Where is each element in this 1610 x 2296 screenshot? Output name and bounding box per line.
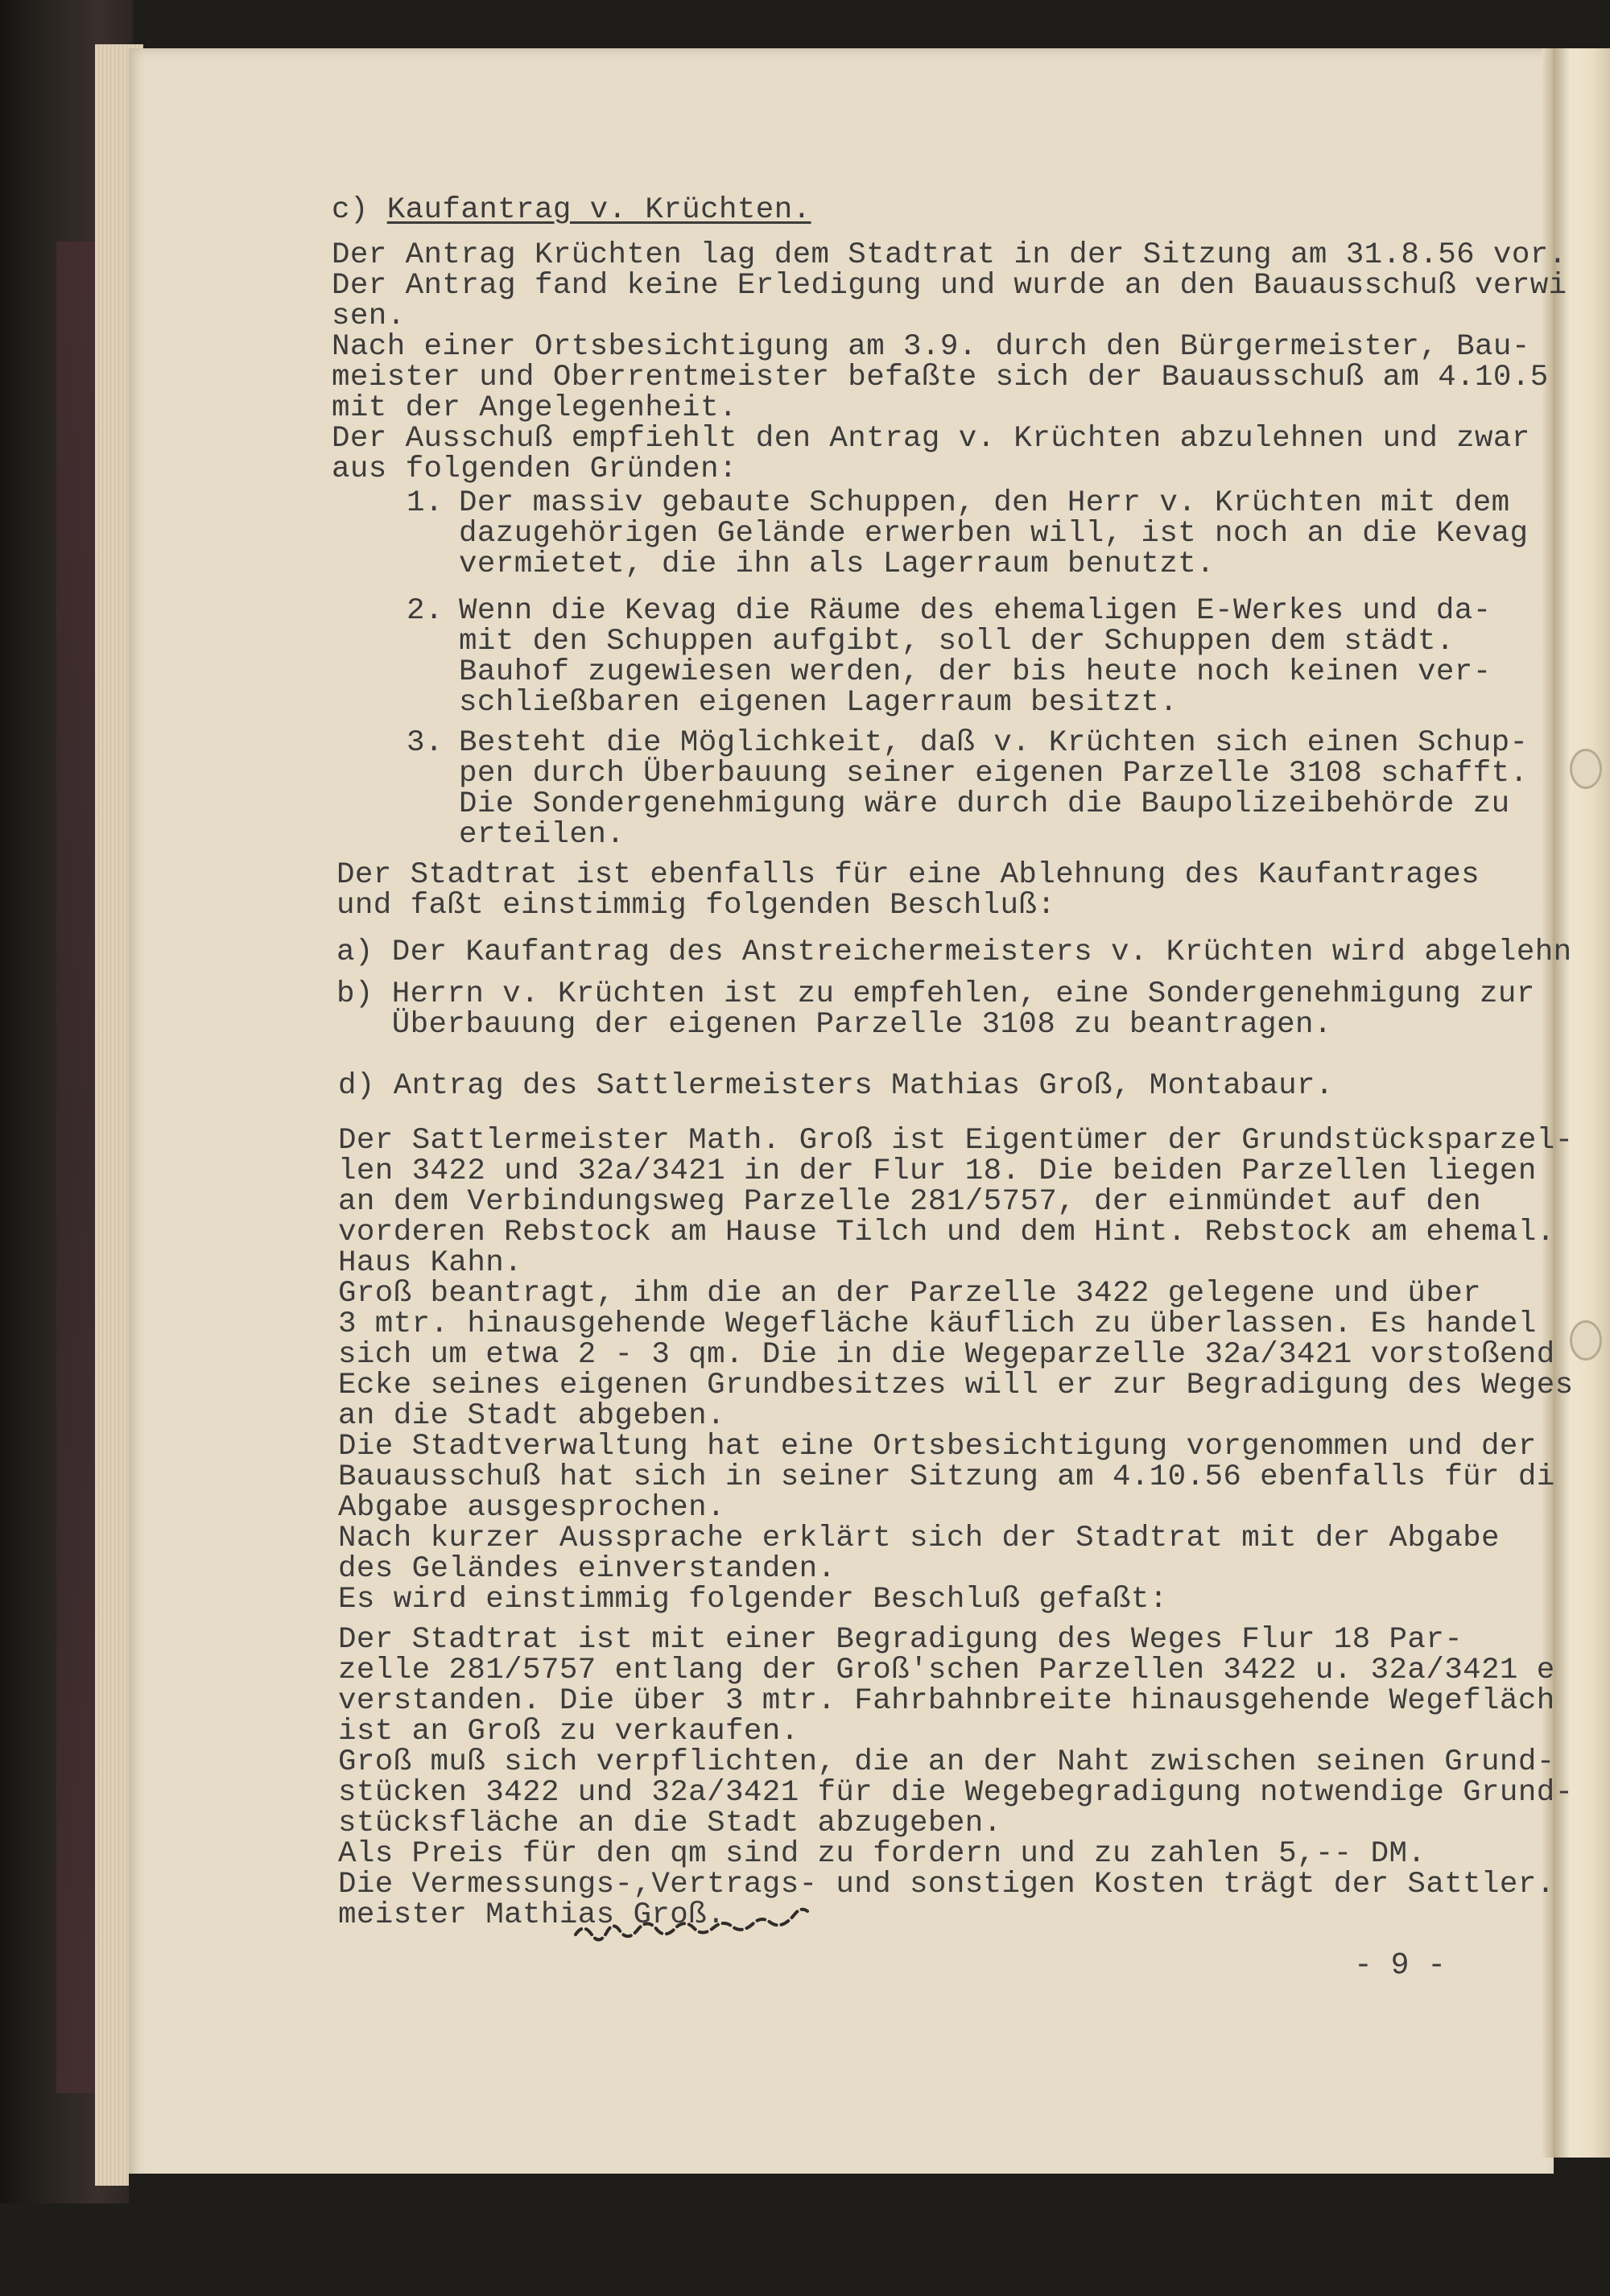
text-line: an dem Verbindungsweg Parzelle 281/5757, der einmündet auf den <box>338 1185 1482 1219</box>
text-line: Abgabe ausgesprochen. <box>338 1491 725 1525</box>
text-line: Der Ausschuß empfiehlt den Antrag v. Krüchten abzulehnen und zwar <box>332 422 1530 456</box>
text-line: Die Stadtverwaltung hat eine Ortsbesichtigung vorgenommen und der <box>338 1430 1537 1464</box>
text-line: meister und Oberrentmeister befaßte sich der Bauausschuß am 4.10.5 <box>332 361 1549 394</box>
reason-number: 2. <box>407 594 444 628</box>
reason-line: Bauhof zugewiesen werden, der bis heute noch keinen ver- <box>459 655 1492 689</box>
reason-number: 3. <box>407 726 444 760</box>
reason-line: Besteht die Möglichkeit, daß v. Krüchten sich einen Schup- <box>459 726 1529 760</box>
resolution-line: Als Preis für den qm sind zu fordern und zu zahlen 5,-- DM. <box>338 1837 1426 1871</box>
punch-hole <box>1570 749 1602 789</box>
resolution-line: Der Stadtrat ist mit einer Begradigung des Weges Flur 18 Par- <box>338 1623 1463 1657</box>
section-d-heading: d) Antrag des Sattlermeisters Mathias Groß, Montabaur. <box>338 1069 1334 1103</box>
text-line: Nach kurzer Aussprache erklärt sich der Stadtrat mit der Abgabe <box>338 1522 1500 1555</box>
reason-line: Der massiv gebaute Schuppen, den Herr v. Krüchten mit dem <box>459 486 1510 520</box>
resolution-line: verstanden. Die über 3 mtr. Fahrbahnbreite hinausgehende Wegefläch <box>338 1684 1555 1718</box>
text-line: Der Antrag fand keine Erledigung und wurde an den Bauausschuß verwi <box>332 269 1567 303</box>
page-bottom-shadow <box>129 2174 1610 2203</box>
text-line: Haus Kahn. <box>338 1246 523 1280</box>
page-number: - 9 - <box>1354 1948 1447 1983</box>
text-line: 3 mtr. hinausgehende Wegefläche käuflich zu überlassen. Es handel <box>338 1307 1537 1341</box>
resolution-line: meister Mathias Groß. <box>338 1898 725 1932</box>
handwritten-mark <box>572 1906 942 1955</box>
resolution-line: ist an Groß zu verkaufen. <box>338 1715 799 1749</box>
resolution-line: zelle 281/5757 entlang der Groß'schen Parzellen 3422 u. 32a/3421 e <box>338 1654 1555 1687</box>
text-line: Der Stadtrat ist ebenfalls für eine Ablehnung des Kaufantrages <box>336 858 1480 892</box>
text-line: Der Sattlermeister Math. Groß ist Eigentümer der Grundstücksparzel- <box>338 1124 1574 1158</box>
reason-line: erteilen. <box>459 818 625 852</box>
section-c-heading: c) Kaufantrag v. Krüchten. <box>332 193 811 227</box>
resolution-a: a) Der Kaufantrag des Anstreichermeisters v. Krüchten wird abgelehn <box>336 935 1572 969</box>
reason-line: pen durch Überbauung seiner eigenen Parzelle 3108 schafft. <box>459 757 1529 791</box>
next-page-edge <box>1554 48 1610 2158</box>
text-line: Der Antrag Krüchten lag dem Stadtrat in der Sitzung am 31.8.56 vor. <box>332 238 1567 272</box>
text-line: len 3422 und 32a/3421 in der Flur 18. Die beiden Parzellen liegen <box>338 1154 1537 1188</box>
text-line: des Geländes einverstanden. <box>338 1552 836 1586</box>
text-line: vorderen Rebstock am Hause Tilch und dem Hint. Rebstock am ehemal. <box>338 1216 1555 1249</box>
text-line: und faßt einstimmig folgenden Beschluß: <box>336 889 1056 923</box>
reason-line: mit den Schuppen aufgibt, soll der Schuppen dem städt. <box>459 625 1455 659</box>
reason-line: vermietet, die ihn als Lagerraum benutzt. <box>459 547 1216 581</box>
text-line: mit der Angelegenheit. <box>332 391 737 425</box>
resolution-line: Groß muß sich verpflichten, die an der Naht zwischen seinen Grund- <box>338 1745 1555 1779</box>
text-line: Nach einer Ortsbesichtigung am 3.9. durch den Bürgermeister, Bau- <box>332 330 1530 364</box>
text-line: Groß beantragt, ihm die an der Parzelle 3422 gelegene und über <box>338 1277 1482 1311</box>
text-line: an die Stadt abgeben. <box>338 1399 725 1433</box>
resolution-b: Überbauung der eigenen Parzelle 3108 zu beantragen. <box>336 1008 1332 1042</box>
reason-line: Die Sondergenehmigung wäre durch die Baupolizeibehörde zu <box>459 787 1510 821</box>
resolution-line: Die Vermessungs-,Vertrags- und sonstigen Kosten trägt der Sattler. <box>338 1868 1555 1902</box>
punch-hole <box>1570 1320 1602 1361</box>
resolution-line: stücksfläche an die Stadt abzugeben. <box>338 1807 1002 1840</box>
resolution-line: stücken 3422 und 32a/3421 für die Wegebegradigung notwendige Grund- <box>338 1776 1574 1810</box>
text-line: sich um etwa 2 - 3 qm. Die in die Wegeparzelle 32a/3421 vorstoßend <box>338 1338 1555 1372</box>
reason-line: dazugehörigen Gelände erwerben will, ist noch an die Kevag <box>459 517 1529 551</box>
text-line: sen. <box>332 299 406 333</box>
text-line: Bauausschuß hat sich in seiner Sitzung am 4.10.56 ebenfalls für di <box>338 1460 1555 1494</box>
text-line: Es wird einstimmig folgender Beschluß gefaßt: <box>338 1583 1168 1617</box>
text-line: aus folgenden Gründen: <box>332 452 737 486</box>
text-line: Ecke seines eigenen Grundbesitzes will er zur Begradigung des Weges <box>338 1369 1574 1402</box>
resolution-b: b) Herrn v. Krüchten ist zu empfehlen, eine Sondergenehmigung zur <box>336 977 1535 1011</box>
reason-number: 1. <box>407 486 444 520</box>
reason-line: schließbaren eigenen Lagerraum besitzt. <box>459 686 1179 720</box>
reason-line: Wenn die Kevag die Räume des ehemaligen E-Werkes und da- <box>459 594 1492 628</box>
section-c-title: Kaufantrag v. Krüchten. <box>386 193 811 227</box>
